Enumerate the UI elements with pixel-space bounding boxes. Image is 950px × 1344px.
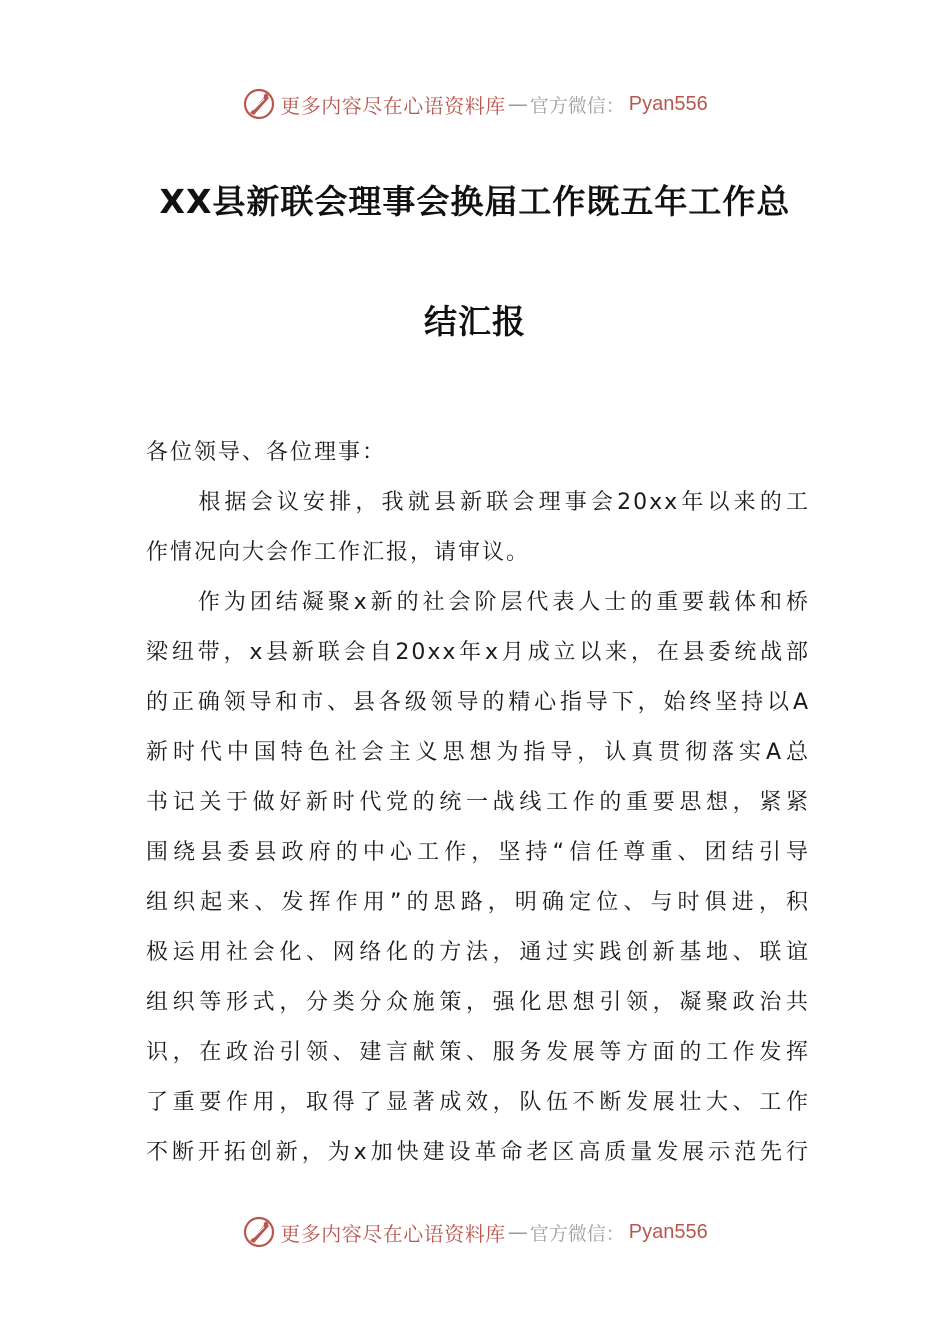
banner-dash: — — [507, 1220, 528, 1244]
body-line: 极运用社会化、网络化的方法，通过实践创新基地、联谊 — [146, 940, 810, 965]
body-line: 识，在政治引领、建言献策、服务发展等方面的工作发挥 — [146, 1040, 810, 1065]
body-line: 组织等形式，分类分众施策，强化思想引领，凝聚政治共 — [146, 990, 810, 1015]
quill-logo-icon — [242, 1215, 276, 1249]
banner-text: 更多内容尽在心语资料库 — [280, 1221, 506, 1246]
body-line: 梁纽带，x县新联会自20xx年x月成立以来，在县委统战部 — [146, 640, 810, 665]
document-title-line-1: XX县新联会理事会换届工作既五年工作总 — [159, 182, 791, 221]
body-line: 不断开拓创新，为x加快建设革命老区高质量发展示范先行 — [146, 1140, 810, 1165]
body-line: 组织起来、发挥作用”的思路，明确定位、与时俱进，积 — [146, 890, 810, 915]
header-banner — [0, 84, 950, 124]
body-line: 各位领导、各位理事： — [146, 440, 387, 465]
footer-banner — [0, 1212, 950, 1252]
banner-dash: — — [507, 92, 528, 116]
banner-text: 更多内容尽在心语资料库 — [280, 93, 506, 118]
quill-logo-icon — [242, 87, 276, 121]
banner-wechat-id: Pyan556 — [628, 1220, 708, 1243]
document-title-line-2: 结汇报 — [424, 302, 526, 341]
banner-contact-label: 官方微信： — [529, 1222, 625, 1245]
document-body — [146, 428, 810, 1178]
body-line: 的正确领导和市、县各级领导的精心指导下，始终坚持以A — [146, 690, 810, 715]
body-line: 新时代中国特色社会主义思想为指导，认真贯彻落实A总 — [146, 740, 810, 765]
body-line: 根据会议安排，我就县新联会理事会20xx年以来的工 — [146, 490, 810, 515]
body-line: 书记关于做好新时代党的统一战线工作的重要思想，紧紧 — [146, 790, 810, 815]
body-line: 作为团结凝聚x新的社会阶层代表人士的重要载体和桥 — [146, 590, 810, 615]
banner-wechat-id: Pyan556 — [628, 92, 708, 115]
body-line: 作情况向大会作工作汇报，请审议。 — [146, 540, 531, 565]
body-line: 围绕县委县政府的中心工作，坚持“信任尊重、团结引导 — [146, 840, 810, 865]
banner-contact-label: 官方微信： — [529, 94, 625, 117]
body-line: 了重要作用，取得了显著成效，队伍不断发展壮大、工作 — [146, 1090, 810, 1115]
